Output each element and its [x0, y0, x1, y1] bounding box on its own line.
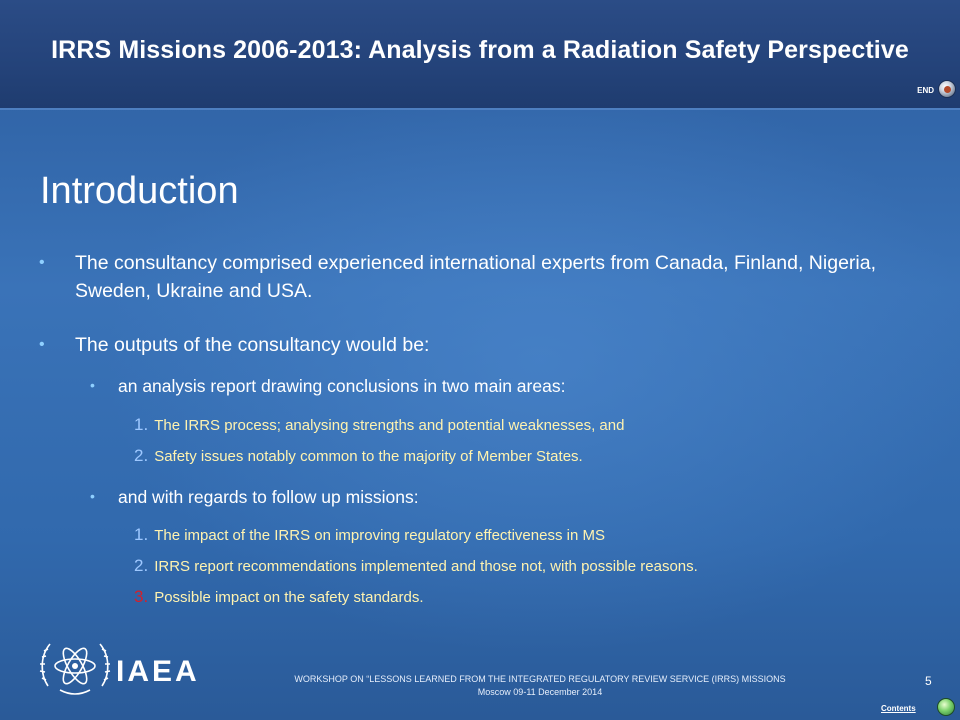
item-number: 1. [134, 525, 149, 544]
item-text: The IRRS process; analysing strengths and potential weaknesses, and [154, 417, 625, 434]
bullet-icon: • [39, 254, 45, 271]
sub-bullet-icon: • [90, 488, 95, 504]
sub-bullet-icon: • [90, 377, 95, 393]
sub-bullet-follow-up [90, 485, 898, 509]
numbered-item [134, 414, 934, 437]
numbered-item [134, 555, 934, 578]
page-number: 5 [925, 674, 932, 688]
item-number: 3. [134, 587, 149, 606]
item-text: IRRS report recommendations implemented and those not, with possible reasons. [154, 558, 698, 575]
iaea-logo-icon [38, 636, 112, 698]
bullet-text: The consultancy comprised experienced international experts from Canada, Finland, Nigeria, Sweden, Ukraine and USA. [75, 252, 877, 302]
bullet-text: The outputs of the consultancy would be: [75, 334, 430, 356]
numbered-item [134, 445, 934, 468]
bullet-outputs [39, 331, 905, 359]
sub-bullet-text: and with regards to follow up missions: [118, 487, 419, 507]
numbered-item [134, 586, 934, 609]
footer-workshop-title: WORKSHOP ON “LESSONS LEARNED FROM THE INTEGRATED REGULATORY REVIEW SERVICE (IRRS) MISSIONS [294, 674, 786, 684]
iaea-logo-text: IAEA [116, 655, 200, 688]
item-number: 1. [134, 415, 149, 434]
item-text: Safety issues notably common to the majority of Member States. [154, 448, 583, 465]
item-text: Possible impact on the safety standards. [154, 589, 424, 606]
contents-link[interactable]: Contents [881, 704, 916, 713]
item-text: The impact of the IRRS on improving regulatory effectiveness in MS [154, 527, 605, 544]
sub-bullet-text: an analysis report drawing conclusions in two main areas: [118, 376, 566, 396]
contents-button-icon[interactable] [937, 698, 955, 716]
item-number: 2. [134, 556, 149, 575]
slide-title: IRRS Missions 2006-2013: Analysis from a Radiation Safety Perspective [51, 36, 909, 64]
bullet-consultancy-experts [39, 249, 905, 305]
footer-location-date: Moscow 09-11 December 2014 [477, 687, 603, 697]
end-label[interactable]: END [917, 86, 934, 95]
sub-bullet-analysis-report [90, 374, 898, 398]
item-number: 2. [134, 446, 149, 465]
numbered-item [134, 524, 934, 547]
section-heading: Introduction [40, 170, 239, 212]
bullet-icon: • [39, 336, 45, 353]
